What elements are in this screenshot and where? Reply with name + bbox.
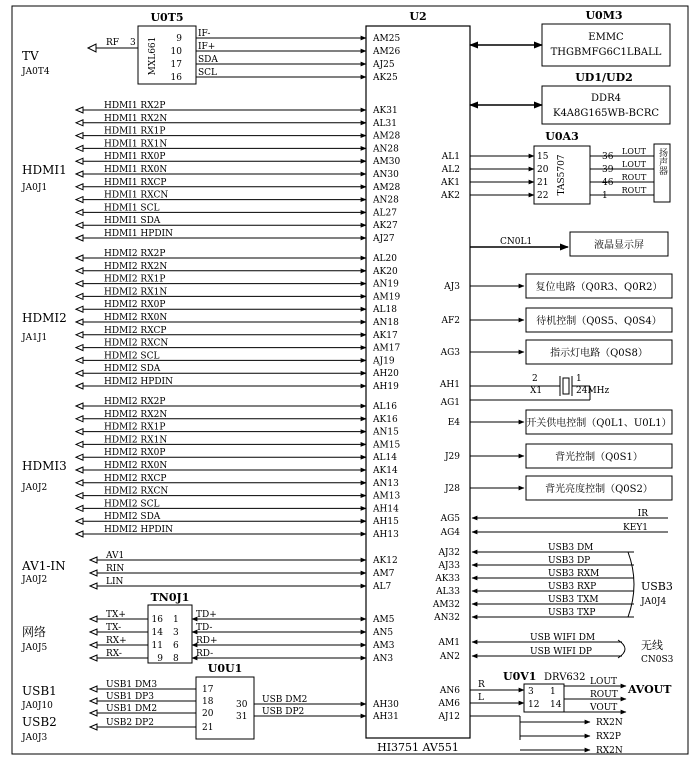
chip-left-pin-label: AM13 [373, 491, 401, 502]
hdmi3-signal-label: HDMI2 RX1N [104, 435, 168, 446]
network-right-pin: 8 [173, 654, 179, 664]
hdmi1-signal-label: HDMI1 RX1N [104, 139, 168, 150]
network-out-label: TD- [196, 623, 213, 633]
av1-signal-label: LIN [106, 577, 124, 587]
amp-out-label: LOUT [622, 147, 646, 156]
network-out-label: RD- [196, 649, 214, 659]
hdmi3-signal-label: HDMI2 RX1P [104, 422, 166, 433]
hdmi3-ref: JA0J2 [22, 483, 48, 493]
hdmi3-signal-label: HDMI2 HPDIN [104, 525, 173, 535]
connector-arrow-icon [76, 505, 83, 511]
chip-right-pin-label: AN2 [439, 652, 460, 662]
hdmi1-signal-label: HDMI1 RXCP [104, 177, 167, 188]
emmc-ref: U0M3 [585, 9, 623, 22]
chip-left-pin-label: AH31 [373, 712, 399, 722]
chip-left-pin-label: AN15 [373, 427, 399, 438]
emmc-line1: EMMC [588, 32, 624, 43]
chip-right-pin-label: AM32 [432, 600, 460, 610]
chip-left-pin-label: AM25 [373, 34, 401, 44]
av1-label: AV1-IN [22, 559, 66, 573]
hdmi2-signal-label: HDMI2 RXCN [104, 338, 169, 349]
hdmi2-signal-label: HDMI2 RX0P [104, 300, 166, 311]
usb-switch-left-pin: 18 [202, 697, 214, 707]
tv-ref: JA0T4 [22, 67, 50, 77]
amp-right-pin: 1 [602, 191, 608, 201]
chip-left-pin-label: AM19 [373, 292, 401, 303]
hdmi1-signal-label: HDMI1 HPDIN [104, 229, 173, 239]
amp-left-pin: 21 [537, 178, 549, 188]
network-left-pin: 11 [151, 641, 163, 651]
connector-arrow-icon [76, 235, 83, 241]
connector-arrow-icon [76, 531, 83, 537]
usb2-ref: JA0J3 [22, 733, 48, 743]
main-chip-ref: U2 [409, 10, 427, 23]
chip-right-pin-label: AN32 [434, 613, 460, 623]
network-in-label: RX+ [106, 636, 127, 646]
chip-right-pin-label: AG5 [440, 514, 460, 524]
usb3-signal-label: USB3 DM [548, 543, 594, 553]
chip-left-pin-label: AK12 [373, 556, 398, 566]
connector-arrow-icon [76, 145, 83, 151]
usb-in-label: USB1 DM3 [106, 680, 158, 690]
hdmi3-signal-label: HDMI2 RX0P [104, 448, 166, 459]
connector-arrow-icon [90, 557, 97, 563]
function-block-label: 待机控制（Q0S5、Q0S4） [536, 316, 662, 327]
usb-out-label: USB DP2 [262, 707, 305, 717]
hdmi3-signal-label: HDMI2 SCL [104, 499, 160, 510]
network-lines [90, 610, 366, 664]
chip-right-pin-label: AK2 [441, 191, 460, 201]
chip-left-pin-label: AM17 [373, 343, 401, 354]
wifi-label: 无线 [641, 639, 663, 652]
crystal-freq: 24MHz [576, 386, 610, 396]
connector-arrow-icon [76, 197, 83, 203]
connector-arrow-icon [90, 570, 97, 576]
network-left-pin: 16 [151, 615, 163, 625]
network-left-pin: 14 [151, 628, 163, 638]
tuner-signal-label: IF- [198, 29, 211, 39]
chip-left-pin-label: AL31 [373, 118, 397, 129]
hdmi1-signal-label: HDMI1 RX0P [104, 152, 166, 163]
chip-left-pin-label: AM15 [373, 440, 401, 451]
wifi-signal-label: USB WIFI DM [530, 633, 596, 643]
hdmi2-signal-label: HDMI2 RX0N [104, 313, 168, 323]
hdmi2-signal-label: HDMI2 SCL [104, 351, 160, 362]
connector-arrow-icon [76, 429, 83, 435]
network-right-pin: 3 [173, 628, 179, 638]
hdmi2-signal-label: HDMI2 RX1N [104, 287, 168, 298]
usb-in-label: USB2 DP2 [106, 718, 154, 728]
connector-arrow-icon [90, 724, 97, 730]
connector-arrow-icon [76, 158, 83, 164]
chip-left-pin-label: AN19 [373, 279, 399, 290]
avout-part: DRV632 [544, 672, 586, 683]
connector-arrow-icon [90, 642, 97, 648]
connector-arrow-icon [76, 467, 83, 473]
connector-arrow-icon [76, 383, 83, 389]
usb3-ref: JA0J4 [641, 597, 667, 607]
speaker-label: 扬声器 [657, 148, 667, 175]
chip-right-pin-label: AM1 [438, 638, 460, 648]
chip-right-pin-label: AJ33 [438, 561, 460, 571]
hdmi2-signal-label: HDMI2 RXCP [104, 325, 167, 336]
connector-arrow-icon [76, 107, 83, 113]
chip-right-pin-label: AF2 [441, 316, 460, 326]
network-right-pin: 1 [173, 615, 179, 625]
rf-label: RF [106, 38, 120, 48]
crystal-pin-b: 1 [576, 374, 582, 384]
usb3-signal-label: USB3 RXP [548, 582, 597, 592]
av1-lines [90, 551, 366, 589]
connector-arrow-icon [76, 293, 83, 299]
usb-switch-left-pin: 17 [202, 685, 214, 695]
chip-left-pin-label: AK17 [373, 330, 398, 341]
connector-arrow-icon [76, 120, 83, 126]
lcd-net: CN0L1 [500, 237, 533, 247]
hdmi1-signal-label: HDMI1 RX2P [104, 101, 166, 111]
usb-switch-ref: U0U1 [207, 662, 243, 675]
chip-right-pin-label: AG1 [440, 398, 460, 408]
chip-left-pin-label: AL7 [373, 582, 392, 592]
connector-arrow-icon [76, 133, 83, 139]
connector-arrow-icon [90, 616, 97, 622]
amp-out-label: ROUT [621, 186, 647, 195]
chip-left-pin-label: AK25 [373, 73, 398, 83]
function-block-label: 开关供电控制（Q0L1、U0L1） [526, 418, 672, 429]
hdmi1-signal-label: HDMI1 RX0N [104, 165, 168, 175]
connector-arrow-icon [76, 416, 83, 422]
wifi-bracket [618, 640, 625, 658]
tuner-pin-number: 17 [170, 60, 182, 70]
function-block-label: 背光控制（Q0S1） [555, 452, 643, 463]
chip-left-pin-label: AN13 [373, 478, 399, 489]
hdmi3-label: HDMI3 [22, 459, 67, 473]
chip-right-pin-label: AK33 [435, 574, 460, 584]
hdmi2-signal-label: HDMI2 SDA [104, 364, 161, 375]
ir-key-lines [472, 509, 668, 533]
right-function-blocks [470, 274, 672, 500]
network-right-pin: 6 [173, 641, 179, 651]
tuner-signal-label: SCL [198, 68, 218, 78]
usb-switch-right-pin: 31 [236, 712, 248, 722]
connector-arrow-icon [90, 583, 97, 589]
usb3-signal-label: USB3 RXM [548, 569, 600, 579]
wifi-lines [472, 633, 625, 658]
chip-left-pin-label: AK31 [373, 106, 398, 116]
chip-right-pin-label: AJ32 [438, 548, 460, 558]
amp-right-pin: 39 [602, 165, 614, 175]
tuner-ref: U0T5 [150, 11, 184, 24]
chip-left-pin-label: AM28 [373, 131, 401, 142]
usb1-label: USB1 [22, 684, 57, 698]
main-chip-name: HI3751 AV551 [377, 741, 459, 754]
connector-arrow-icon [76, 403, 83, 409]
connector-arrow-icon [76, 518, 83, 524]
connector-arrow-icon [76, 209, 83, 215]
chip-left-pin-label: AN18 [373, 318, 399, 328]
hdmi3-signal-label: HDMI2 RX2N [104, 409, 168, 420]
connector-arrow-icon [76, 332, 83, 338]
chip-left-pin-label: AM7 [373, 569, 395, 579]
usb-switch-right-pin: 30 [236, 700, 248, 710]
chip-left-pin-label: AH14 [373, 504, 399, 515]
bottom-right-label: RX2P [596, 732, 621, 742]
usb2-label: USB2 [22, 715, 57, 729]
usb-in-label: USB1 DP3 [106, 692, 154, 702]
avout-out-label: LOUT [590, 677, 617, 687]
connector-arrow-icon [90, 629, 97, 635]
chip-right-pin-label: AM6 [438, 699, 460, 709]
avout-label: AVOUT [628, 683, 672, 696]
avout-out-label: VOUT [590, 703, 618, 713]
crystal-pin-a: 2 [532, 374, 538, 384]
usb-switch-left-pin: 21 [202, 723, 214, 733]
av1-ref: JA0J2 [22, 575, 48, 585]
chip-left-pin-label: AL20 [373, 254, 397, 264]
network-part-ref: TN0J1 [150, 591, 190, 604]
chip-left-pin-label: AH20 [373, 369, 399, 380]
usb-switch-left-pin: 20 [202, 709, 214, 719]
connector-arrow-icon [90, 698, 97, 704]
emmc-line2: THGBMFG6C1LBALL [550, 47, 662, 58]
ir-key-label: IR [637, 509, 648, 519]
ddr-line1: DDR4 [591, 93, 621, 104]
usb3-signal-label: USB3 TXM [548, 595, 599, 605]
usb-lines [90, 680, 366, 733]
hdmi1-signal-label: HDMI1 RX2N [104, 113, 168, 124]
hdmi3-signal-label: HDMI2 RXCN [104, 486, 169, 497]
bottom-right-signals [520, 718, 623, 756]
hdmi1-signal-label: HDMI1 SDA [104, 216, 161, 227]
chip-left-pin-label: AJ27 [373, 234, 395, 244]
avout-in-label: L [478, 693, 484, 703]
wifi-ref: CN0S3 [641, 655, 674, 665]
av1-signal-label: AV1 [106, 551, 125, 561]
chip-left-pin-label: AH15 [373, 517, 399, 528]
network-out-label: TD+ [196, 610, 217, 620]
chip-right-pin-label: AH1 [439, 380, 460, 390]
avout-out-label: ROUT [590, 690, 618, 700]
amp-out-label: ROUT [621, 173, 647, 182]
hdmi3-signal-label: HDMI2 SDA [104, 512, 161, 523]
hdmi2-label: HDMI2 [22, 311, 67, 325]
chip-right-pin-label: AJ3 [444, 282, 460, 292]
chip-left-pin-label: AM28 [373, 182, 401, 193]
avout-pin: 3 [528, 687, 534, 697]
wifi-signal-label: USB WIFI DP [530, 647, 592, 657]
hdmi3-signal-label: HDMI2 RX0N [104, 461, 168, 471]
chip-left-pin-label: AL16 [373, 402, 397, 412]
tuner-box [138, 26, 196, 84]
amp-left-pin: 22 [537, 191, 549, 201]
chip-left-pin-label: AN5 [373, 628, 394, 638]
hdmi2-signal-label: HDMI2 HPDIN [104, 377, 173, 387]
av1-signal-label: RIN [106, 564, 125, 574]
chip-left-pin-label: AM5 [373, 615, 395, 625]
hdmi1-label: HDMI1 [22, 163, 67, 177]
chip-left-pin-label: AN3 [373, 654, 394, 664]
chip-left-pin-label: AN28 [373, 144, 399, 155]
network-left-pin: 9 [157, 654, 163, 664]
chip-left-pin-label: AN30 [373, 170, 399, 180]
hdmi2-signal-label: HDMI2 RX2P [104, 249, 166, 259]
network-in-label: TX+ [106, 610, 126, 620]
tuner-pin-number: 10 [170, 47, 182, 57]
usb-in-label: USB1 DM2 [106, 704, 158, 714]
ddr-line2: K4A8G165WB-BCRC [552, 108, 660, 119]
tuner-part: MXL661 [148, 36, 158, 76]
avout-pin: 14 [550, 700, 562, 710]
tuner-lines [171, 29, 366, 83]
chip-right-pin-label: AG3 [440, 348, 460, 358]
hdmi1-signal-label: HDMI1 SCL [104, 203, 160, 214]
chip-left-pin-label: AK27 [373, 221, 398, 232]
hdmi1-signal-label: HDMI1 RX1P [104, 126, 166, 137]
amp-out-label: LOUT [622, 160, 646, 169]
connector-arrow-icon [90, 655, 97, 661]
function-block-label: 背光亮度控制（Q0S2） [545, 484, 653, 495]
connector-arrow-icon [76, 319, 83, 325]
hdmi2-ref: JA1J1 [22, 333, 48, 343]
connector-arrow-icon [90, 710, 97, 716]
function-block-label: 复位电路（Q0R3、Q0R2） [535, 282, 663, 293]
chip-right-pin-label: AL1 [441, 152, 460, 162]
hdmi-groups [76, 101, 366, 537]
hdmi2-signal-label: HDMI2 RX1P [104, 274, 166, 285]
connector-arrow-icon [76, 306, 83, 312]
chip-right-pin-label: AN6 [439, 686, 460, 696]
network-in-label: TX- [106, 623, 122, 633]
usb3-label: USB3 [641, 580, 673, 593]
connector-arrow-icon [76, 184, 83, 190]
crystal-ref: X1 [530, 386, 543, 396]
chip-right-pin-label: AK1 [441, 178, 460, 188]
chip-left-pin-label: AJ25 [373, 60, 395, 70]
ddr-ref: UD1/UD2 [575, 71, 633, 84]
usb3-signal-label: USB3 TXP [548, 608, 596, 618]
usb3-bracket [628, 552, 634, 617]
usb-out-label: USB DM2 [262, 695, 308, 705]
connector-arrow-icon [76, 441, 83, 447]
chip-right-pin-label: AG4 [440, 528, 460, 538]
connector-arrow-icon [76, 480, 83, 486]
connector-arrow-icon [76, 370, 83, 376]
chip-left-pin-label: AH19 [373, 382, 399, 392]
connector-arrow-icon [76, 268, 83, 274]
function-block-label: 指示灯电路（Q0S8） [550, 348, 648, 359]
chip-left-pin-label: AH30 [373, 700, 399, 710]
chip-right-pin-label: AL33 [436, 587, 460, 597]
usb3-signal-label: USB3 DP [548, 556, 591, 566]
lcd-label: 液晶显示屏 [594, 240, 644, 251]
connector-arrow-icon [76, 454, 83, 460]
amp-left-pin: 15 [537, 152, 549, 162]
ir-key-label: KEY1 [623, 523, 648, 533]
connector-arrow-icon [90, 686, 97, 692]
avout-lines [470, 677, 626, 740]
hdmi3-signal-label: HDMI2 RXCP [104, 473, 167, 484]
amp-ref: U0A3 [545, 130, 579, 143]
chip-left-pin-label: AL18 [373, 305, 397, 316]
connector-arrow-icon [76, 493, 83, 499]
chip-left-pin-label: AK20 [373, 266, 398, 277]
tuner-pin-number: 9 [176, 34, 182, 44]
chip-right-pin-label: AJ12 [438, 712, 460, 722]
chip-left-pin-label: AM3 [373, 641, 395, 651]
tuner-signal-label: SDA [198, 55, 218, 65]
chip-right-pin-label: J29 [444, 452, 460, 462]
chip-left-pin-label: AM30 [373, 157, 401, 168]
network-in-label: RX- [106, 649, 122, 659]
network-ref: JA0J5 [22, 643, 48, 653]
hdmi3-signal-label: HDMI2 RX2P [104, 397, 166, 407]
amp-right-pin: 46 [602, 178, 614, 188]
chip-right-pin-label: J28 [444, 484, 460, 494]
chip-left-pin-label: AK14 [373, 466, 398, 476]
connector-arrow-icon [76, 222, 83, 228]
hdmi1-signal-group [76, 101, 366, 241]
chip-left-pin-label: AL27 [373, 208, 397, 219]
bottom-right-label: RX2N [596, 718, 623, 728]
hdmi2-signal-group [76, 249, 366, 389]
network-out-label: RD+ [196, 636, 218, 646]
chip-left-pin-label: AJ19 [373, 356, 395, 367]
emmc-box [542, 24, 670, 66]
bottom-right-label: RX2N [596, 746, 623, 756]
usb1-ref: JA0J10 [22, 701, 53, 711]
connector-arrow-icon [76, 281, 83, 287]
network-label: 网络 [22, 625, 47, 639]
avout-in-label: R [478, 680, 485, 690]
chip-left-pin-label: AM26 [373, 47, 401, 57]
chip-left-pin-label: AH13 [373, 530, 399, 540]
hdmi3-signal-group [76, 397, 366, 537]
connector-arrow-icon [76, 345, 83, 351]
chip-right-pin-label: E4 [447, 418, 460, 428]
avout-pin: 1 [550, 687, 556, 697]
connector-arrow-icon [76, 171, 83, 177]
chip-right-pin-label: AL2 [441, 165, 460, 175]
amp-left-pin: 20 [537, 165, 549, 175]
hdmi1-ref: JA0J1 [22, 183, 48, 193]
connector-arrow-icon [76, 255, 83, 261]
avout-ref: U0V1 [503, 670, 537, 683]
tuner-pin-number: 16 [170, 73, 182, 83]
avout-pin: 12 [528, 700, 540, 710]
connector-arrow-icon [76, 357, 83, 363]
rf-pin: 3 [130, 38, 136, 48]
amp-right-pin: 36 [602, 152, 614, 162]
tv-label: TV [22, 49, 39, 63]
tuner-signal-label: IF+ [198, 42, 216, 52]
chip-left-pin-label: AL14 [373, 453, 397, 464]
hdmi1-signal-label: HDMI1 RXCN [104, 190, 169, 201]
usb3-lines [472, 543, 634, 618]
hdmi2-signal-label: HDMI2 RX2N [104, 261, 168, 272]
chip-left-pin-label: AN28 [373, 195, 399, 206]
amp-part: TAS5707 [557, 154, 567, 196]
chip-left-pin-label: AK16 [373, 414, 398, 425]
